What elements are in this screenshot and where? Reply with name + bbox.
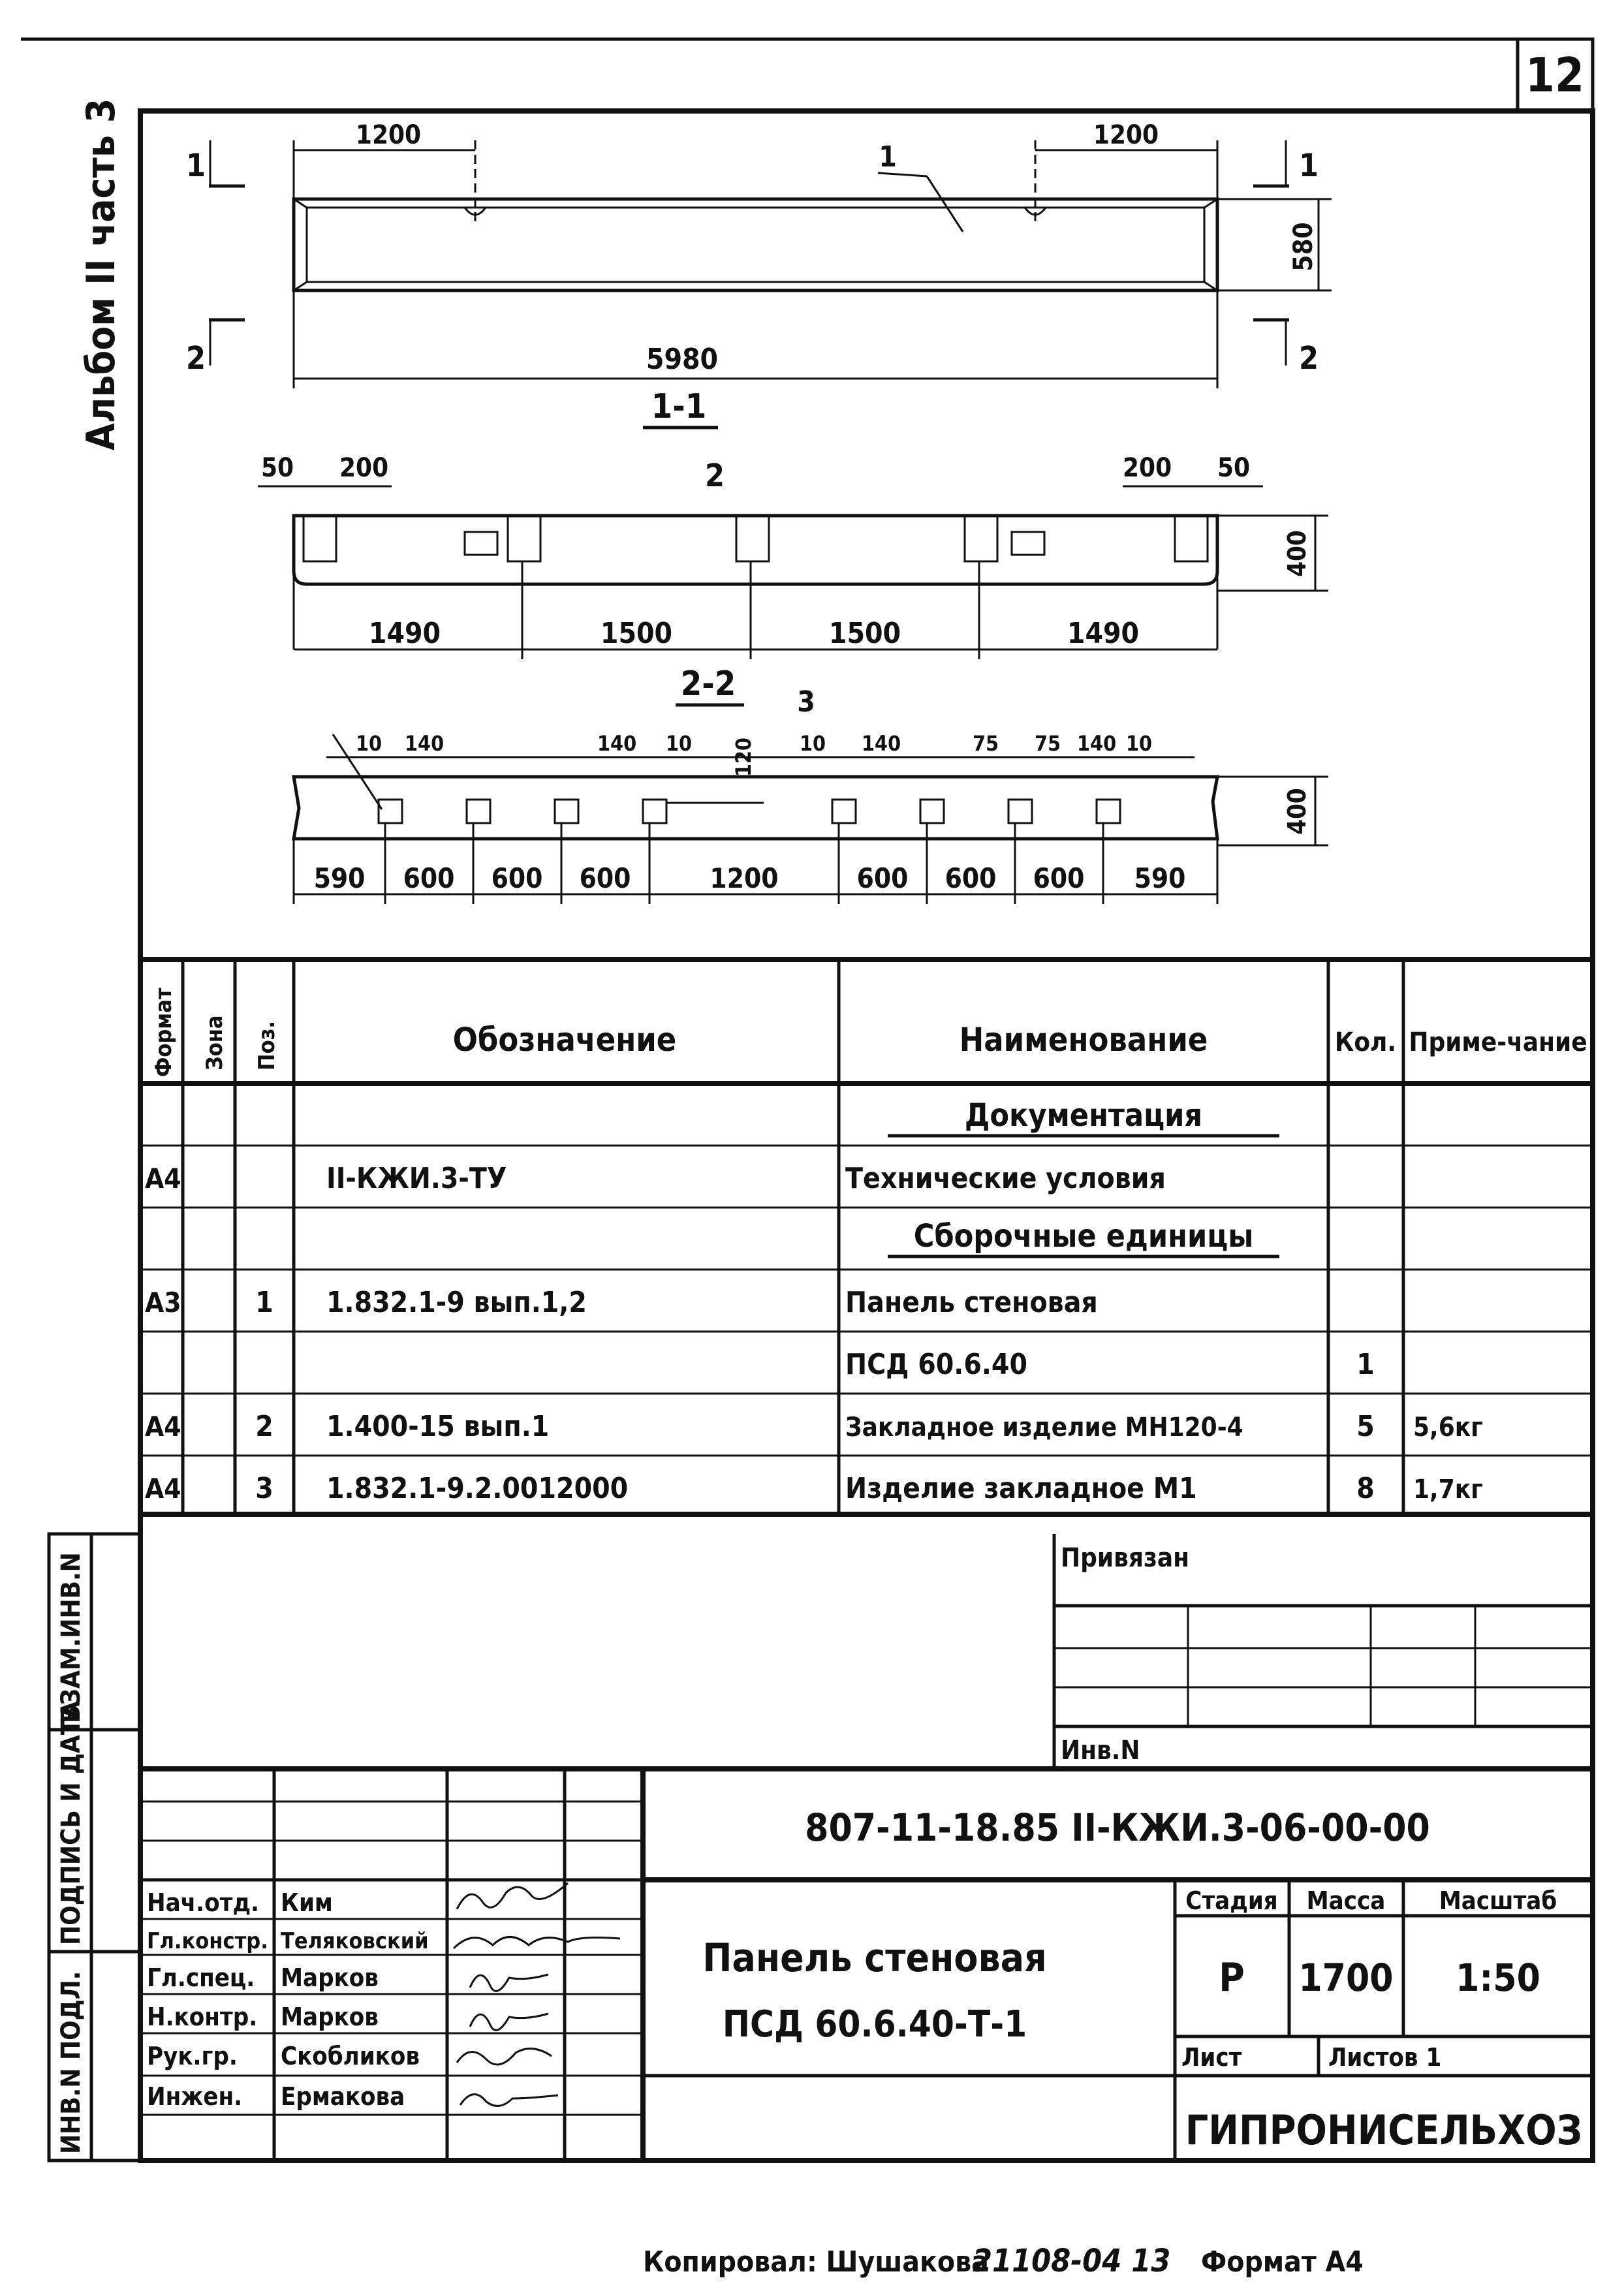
staff-name-0: Ким [281,1888,333,1917]
spec-heading-docs: Документация [964,1097,1203,1134]
dim-s2-5: 10 [800,731,826,756]
dim-s2-8: 75 [1035,731,1061,756]
section-mark-1-right: 1 [1299,148,1319,184]
spec-row-5-note: 5,6кг [1413,1412,1483,1443]
left-margin-strip [49,1534,140,2160]
dim-200-right: 200 [1123,453,1172,483]
section-2-2 [294,664,1328,904]
privyazan-block [1054,1534,1593,1769]
spec-row-6-format: А4 [145,1473,181,1505]
dim-s2-7: 75 [973,731,999,756]
organization-name: ГИПРОНИСЕЛЬХОЗ [1185,2106,1583,2154]
top-view [186,120,1332,388]
spec-row-4-qty: 1 [1356,1348,1375,1381]
staff-name-1: Теляковский [281,1928,429,1954]
dim-1490-right: 1490 [1067,617,1140,650]
staff-role-1: Гл.констр. [147,1928,268,1954]
header-note: Приме-чание [1409,1027,1587,1057]
header-pos: Поз. [254,1020,280,1070]
dim-1500-left: 1500 [600,617,673,650]
spec-row-6-designation: 1.832.1-9.2.0012000 [326,1472,629,1505]
staff-role-5: Инжен. [147,2082,243,2111]
panel-inner-outline [307,208,1204,282]
spec-row-6-note: 1,7кг [1413,1474,1483,1505]
margin-inv-podl: ИНВ.N ПОДЛ. [56,1971,86,2154]
dim-s2-9: 140 [1077,731,1117,756]
staff-name-4: Скобликов [281,2042,420,2070]
header-qty: Кол. [1334,1027,1397,1057]
dim-s2b-0: 590 [313,862,366,894]
section-1-1 [258,387,1328,659]
section-2-outline [294,777,1217,839]
inner-frame [140,111,1593,2160]
spec-row-3-name: Панель стеновая [845,1286,1098,1319]
margin-podpis-data: ПОДПИСЬ И ДАТА [56,1700,86,1945]
spec-row-6-pos: 3 [255,1472,273,1505]
dim-s2-3: 10 [666,731,693,756]
spec-row-1-format: А4 [145,1162,181,1194]
spec-row-1-name: Технические условия [845,1162,1166,1195]
dim-1490-left: 1490 [368,617,441,650]
stage-value: Р [1219,1955,1245,2001]
panel-outline [294,199,1217,290]
title-block [140,1769,1593,2160]
mass-value: 1700 [1298,1956,1394,2000]
spec-heading-assemblies: Сборочные единицы [913,1218,1254,1255]
leader-1: 1 [879,140,897,174]
footer-copy-number: 21108-04 13 [973,2243,1171,2279]
staff-role-0: Нач.отд. [147,1888,260,1917]
dim-s2b-4: 1200 [710,862,779,894]
dim-1200-left: 1200 [355,120,422,150]
dim-50-left: 50 [261,453,294,483]
dim-5980: 5980 [646,343,719,376]
privyazan-label: Привязан [1061,1543,1190,1573]
spec-row-6-name: Изделие закладное М1 [845,1472,1197,1505]
staff-name-2: Марков [281,1963,379,1992]
staff-role-3: Н.контр. [147,2003,258,2031]
scale-label: Масштаб [1439,1886,1557,1915]
dim-s2b-6: 600 [945,862,997,894]
sheet-label: Лист [1181,2043,1242,2072]
header-zone: Зона [202,1015,228,1070]
dim-1500-right: 1500 [828,617,901,650]
section-mark-2-right: 2 [1299,340,1319,377]
scale-value: 1:50 [1456,1956,1540,2000]
album-label: Альбом II часть 3 [78,98,124,450]
section-mark-1-left: 1 [186,148,206,184]
dim-580: 580 [1288,222,1319,272]
dim-s2b-1: 600 [403,862,455,894]
dim-s2-1: 140 [405,731,445,756]
spec-table [140,959,1593,1514]
staff-role-2: Гл.спец. [147,1963,255,1992]
doc-code: 807-11-18.85 II-КЖИ.3-06-00-00 [805,1805,1430,1850]
leader-2: 2 [704,458,725,494]
dim-200-left: 200 [339,453,389,483]
dim-s2b-7: 600 [1033,862,1085,894]
section-1-outline [294,516,1217,584]
privyazan-inv-label: Инв.N [1061,1736,1140,1766]
footer-copied-by: Копировал: Шушакова [643,2245,989,2279]
leader-3: 3 [797,685,815,719]
spec-row-3-pos: 1 [255,1286,273,1319]
stage-label: Стадия [1185,1886,1278,1915]
section-1-title: 1-1 [651,387,707,426]
dim-s2b-3: 600 [579,862,631,894]
dim-s2-2: 140 [597,731,637,756]
title-line-2: ПСД 60.6.40-Т-1 [722,2003,1027,2046]
spec-row-5-format: А4 [145,1411,181,1443]
dim-50-right: 50 [1217,453,1251,483]
section-mark-2-left: 2 [186,340,206,377]
spec-row-5-designation: 1.400-15 вып.1 [326,1410,550,1443]
spec-row-6-qty: 8 [1356,1472,1375,1505]
staff-name-5: Ермакова [281,2082,405,2111]
spec-row-3-designation: 1.832.1-9 вып.1,2 [326,1286,587,1319]
section-2-title: 2-2 [680,664,736,704]
dim-s2-10: 10 [1126,731,1153,756]
dim-s2b-5: 600 [856,862,909,894]
header-designation: Обозначение [452,1021,677,1059]
staff-role-4: Рук.гр. [147,2042,238,2070]
sheets-label: Листов 1 [1328,2043,1442,2072]
dim-s2b-8: 590 [1134,862,1186,894]
margin-vzam-inv: ВЗАМ.ИНВ.N [56,1552,86,1723]
spec-row-5-qty: 5 [1356,1410,1375,1443]
title-line-1: Панель стеновая [702,1935,1047,1981]
header-name: Наименование [959,1021,1208,1059]
spec-row-5-pos: 2 [255,1410,273,1443]
section-1-height: 400 [1283,530,1311,577]
header-format: Формат [151,988,177,1077]
dim-1200-right: 1200 [1093,120,1159,150]
staff-name-3: Марков [281,2003,379,2031]
footer-format: Формат А4 [1201,2245,1364,2279]
dim-s2b-2: 600 [491,862,543,894]
spec-row-5-name: Закладное изделие МН120-4 [845,1412,1243,1443]
spec-row-1-designation: II-КЖИ.3-ТУ [326,1162,507,1195]
mass-label: Масса [1306,1886,1386,1915]
spec-row-3-format: А3 [145,1287,181,1318]
spec-row-4-name: ПСД 60.6.40 [845,1348,1027,1381]
dim-s2-0: 10 [356,731,383,756]
sheet-number: 12 [1525,48,1585,102]
dim-s2-4: 120 [731,737,756,777]
section-2-height: 400 [1283,788,1311,835]
dim-s2-6: 140 [862,731,901,756]
